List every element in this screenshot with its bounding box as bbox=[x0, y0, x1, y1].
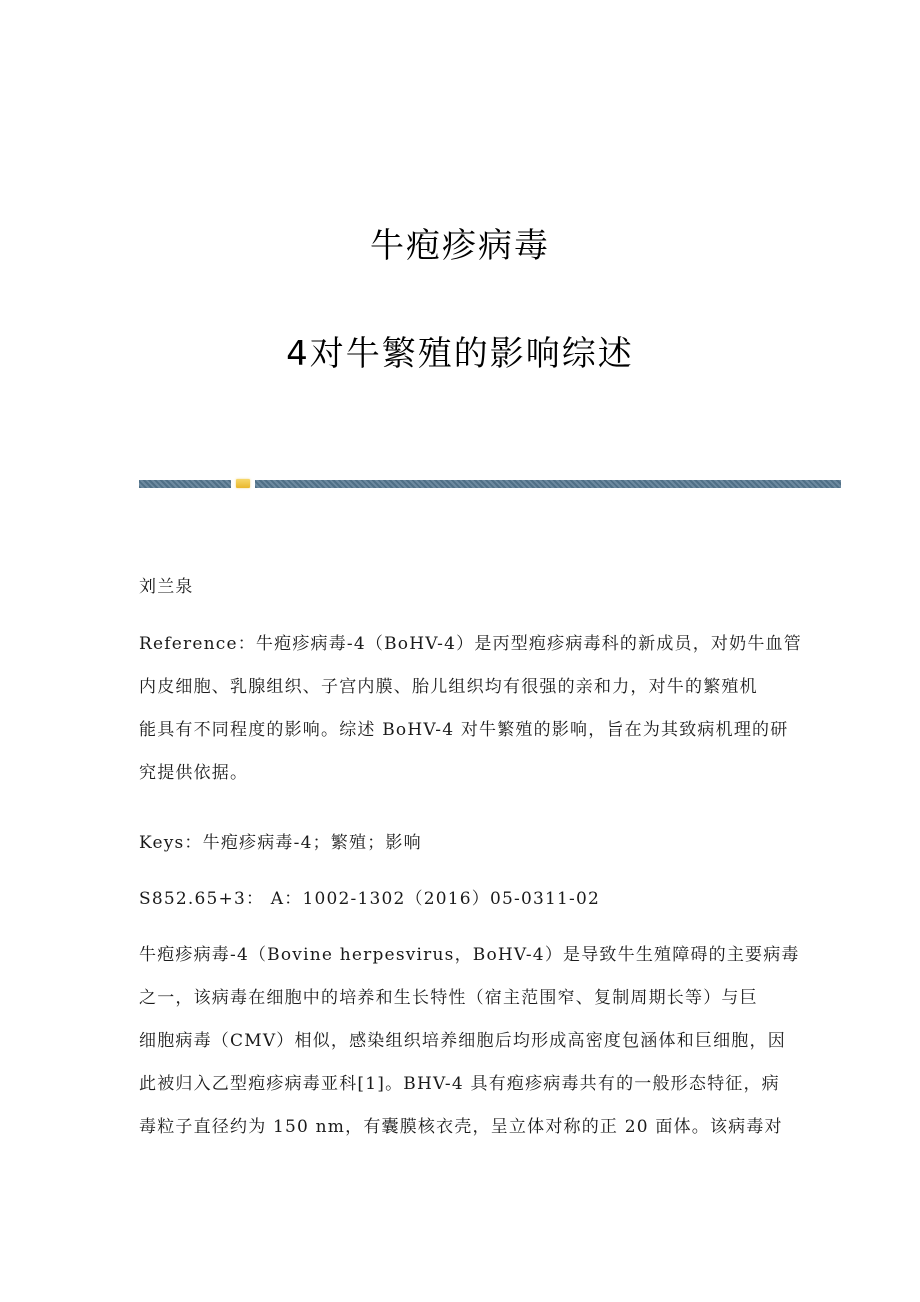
divider-ornament-icon bbox=[236, 479, 250, 488]
title-line-2: 4对牛繁殖的影响综述 bbox=[286, 334, 634, 374]
author bbox=[139, 573, 194, 616]
author-name: 刘兰泉 bbox=[139, 577, 194, 597]
body-paragraph bbox=[139, 941, 800, 1156]
classification bbox=[139, 885, 600, 928]
body-line: 毒粒子直径约为 150 nm，有囊膜核衣壳，呈立体对称的正 20 面体。该病毒对 bbox=[139, 1117, 783, 1137]
abstract bbox=[139, 630, 802, 802]
body-line: 之一，该病毒在细胞中的培养和生长特性（宿主范围窄、复制周期长等）与巨 bbox=[139, 988, 758, 1008]
keywords-line: Keys：牛疱疹病毒-4；繁殖；影响 bbox=[139, 833, 422, 853]
abstract-line: Reference：牛疱疹病毒-4（BoHV-4）是丙型疱疹病毒科的新成员，对奶牛血管 bbox=[139, 634, 802, 654]
abstract-line: 能具有不同程度的影响。综述 BoHV-4 对牛繁殖的影响，旨在为其致病机理的研 bbox=[139, 720, 789, 740]
decorative-divider bbox=[139, 479, 841, 489]
abstract-line: 内皮细胞、乳腺组织、子宫内膜、胎儿组织均有很强的亲和力，对牛的繁殖机 bbox=[139, 677, 758, 697]
classification-line: S852.65+3： A：1002-1302（2016）05-0311-02 bbox=[139, 889, 601, 909]
body-line: 牛疱疹病毒-4（Bovine herpesvirus，BoHV-4）是导致牛生殖障碍的主要病毒 bbox=[139, 945, 800, 965]
divider-bar-right bbox=[255, 480, 841, 488]
body-line: 此被归入乙型疱疹病毒亚科[1]。BHV-4 具有疱疹病毒共有的一般形态特征，病 bbox=[139, 1074, 780, 1094]
body-line: 细胞病毒（CMV）相似，感染组织培养细胞后均形成高密度包涵体和巨细胞，因 bbox=[139, 1031, 786, 1051]
abstract-line: 究提供依据。 bbox=[139, 763, 249, 783]
title-line-1: 牛疱疹病毒 bbox=[370, 226, 550, 266]
keywords bbox=[139, 829, 422, 872]
divider-bar-left bbox=[139, 480, 231, 488]
